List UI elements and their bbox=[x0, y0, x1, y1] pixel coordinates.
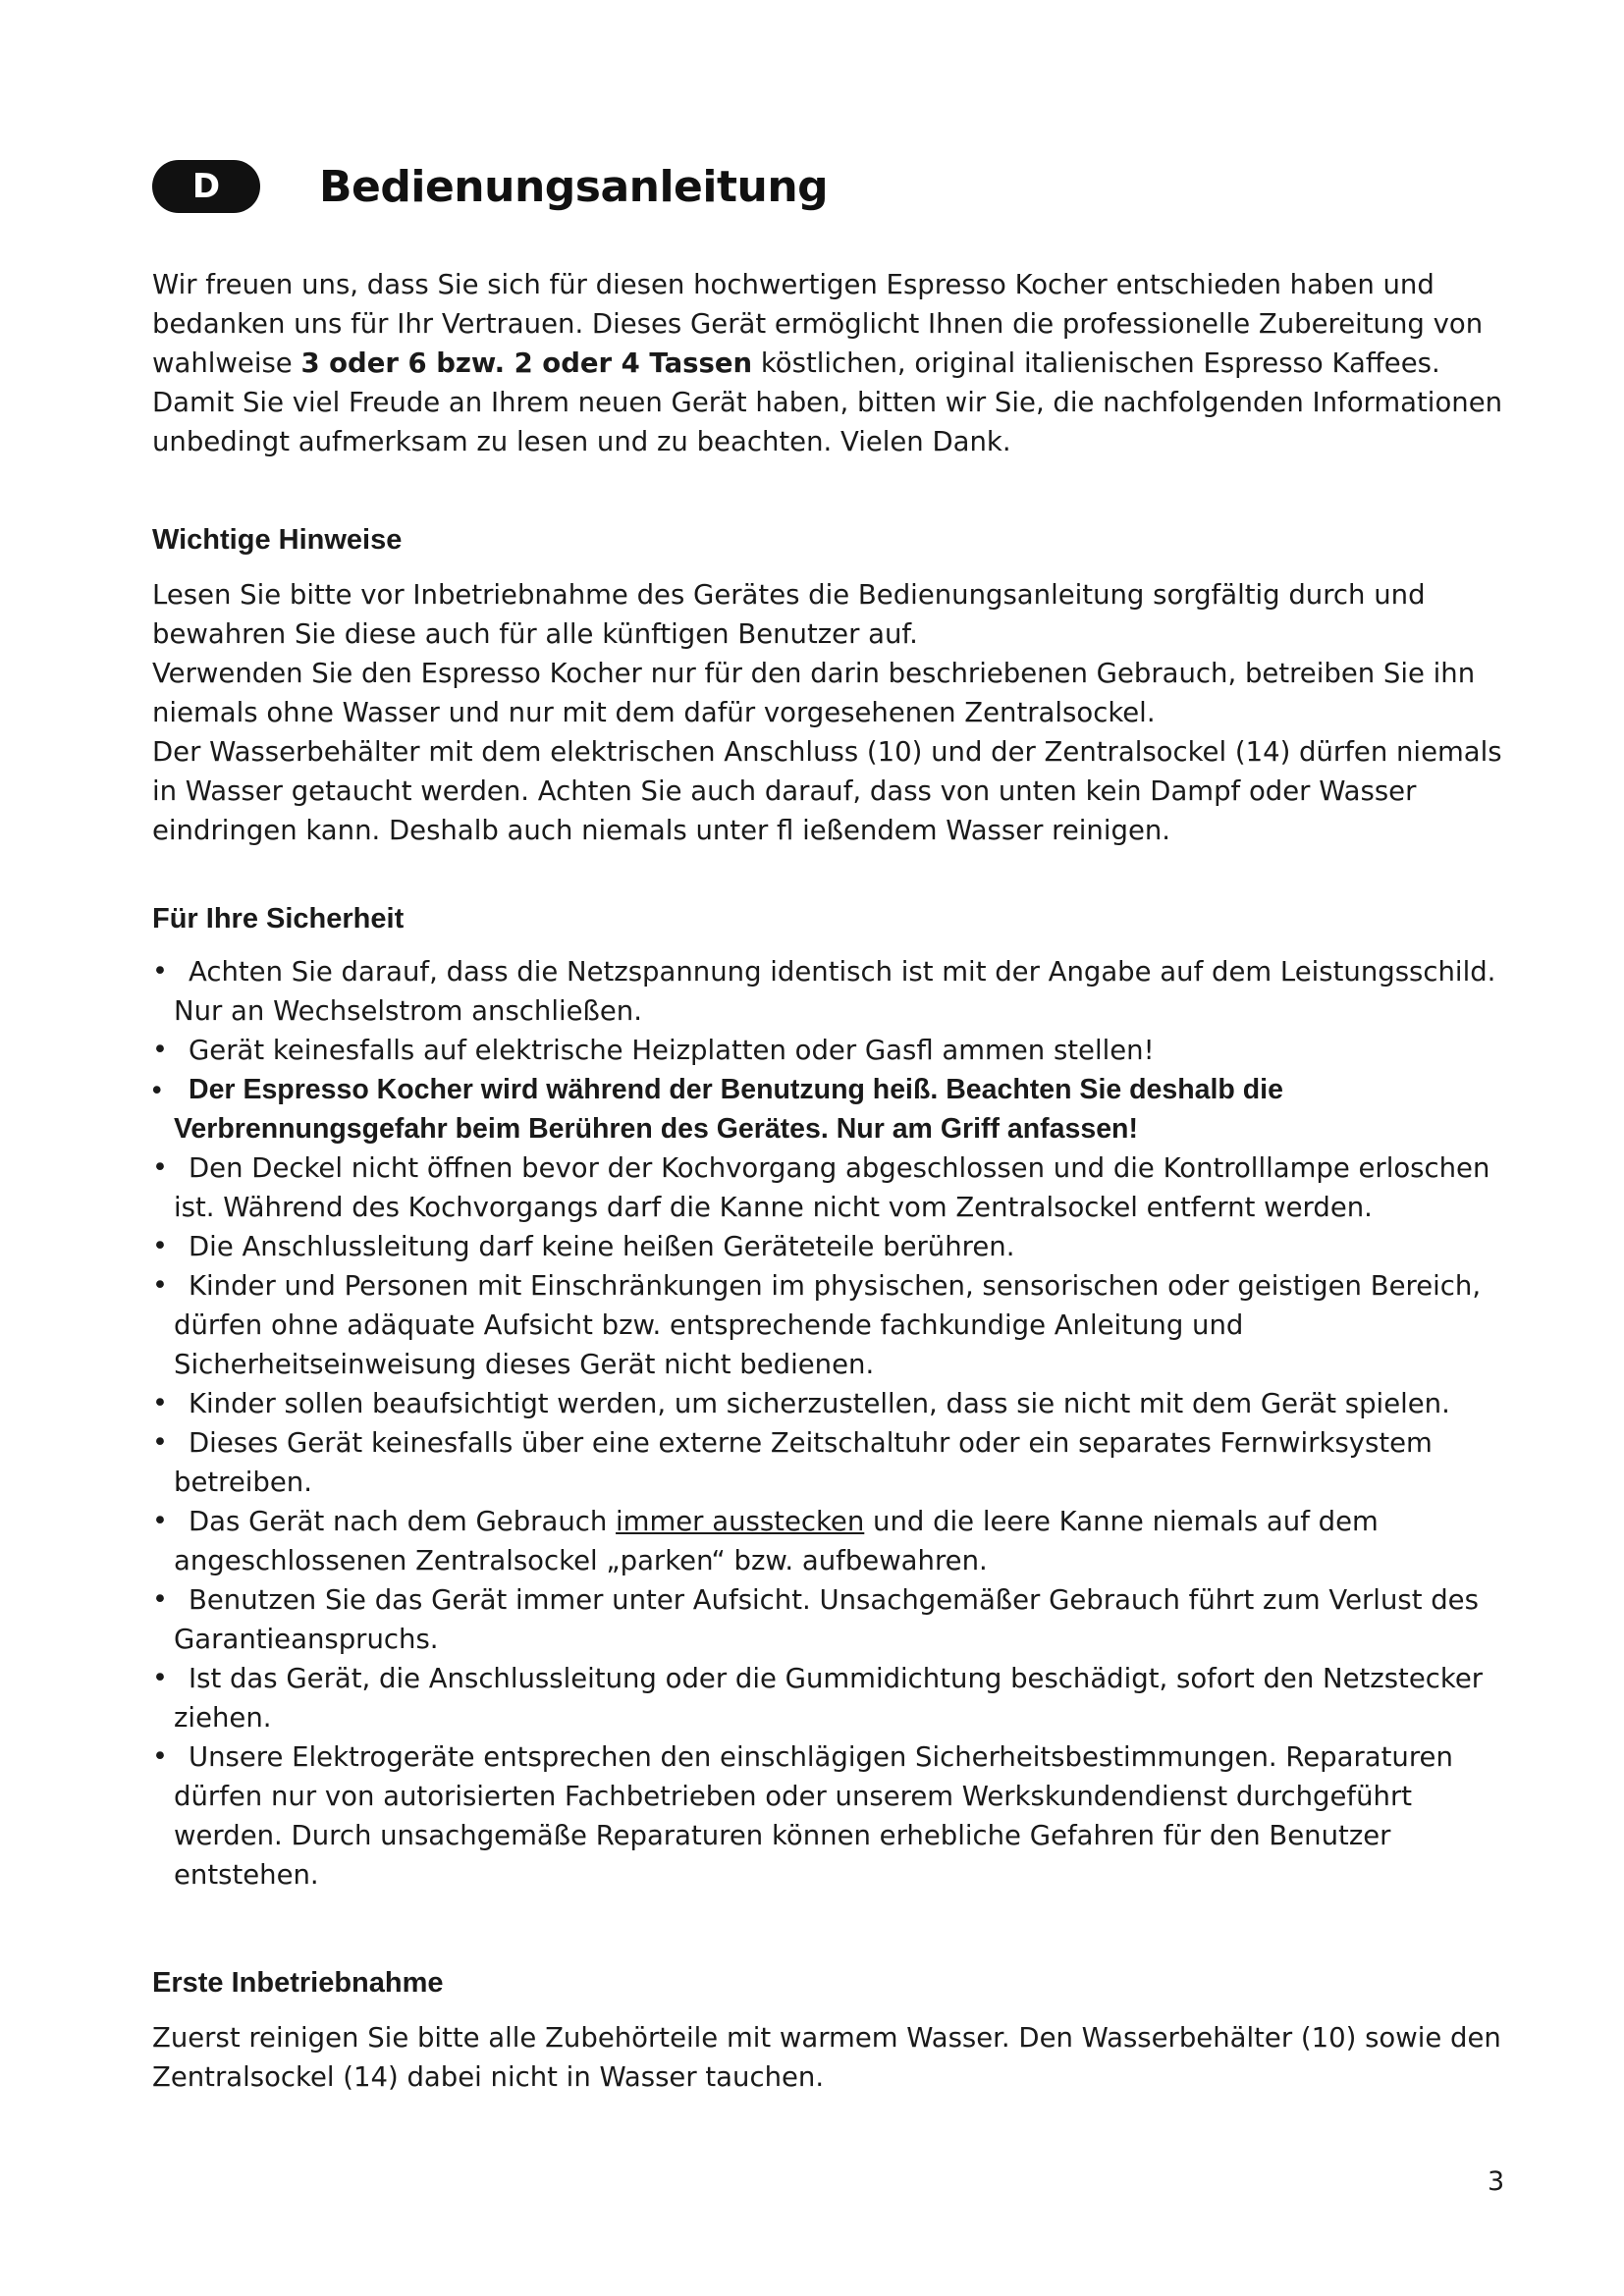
list-item-text-end: und die leere Kanne niemals auf dem angeschlossenen Zentralsockel „parken“ bzw. aufbewahren. bbox=[174, 1506, 1379, 1576]
safety-list bbox=[152, 952, 1512, 1895]
intro-text-end: köstlichen, original italienischen Espresso Kaffees. bbox=[752, 347, 1440, 379]
list-item-text: Das Gerät nach dem Gebrauch bbox=[189, 1506, 617, 1537]
language-badge: D bbox=[152, 160, 260, 213]
page-number: 3 bbox=[1488, 2166, 1505, 2197]
list-item: • Kinder sollen beaufsichtigt werden, um sicherzustellen, dass sie nicht mit dem Gerät spielen. bbox=[152, 1384, 1512, 1423]
section-heading: Wichtige Hinweise bbox=[152, 524, 403, 556]
list-item: • Dieses Gerät keinesfalls über eine externe Zeitschaltuhr oder ein separates Fernwirksystem betreiben. bbox=[152, 1423, 1512, 1502]
list-item bbox=[152, 1502, 1512, 1580]
list-item: • Ist das Gerät, die Anschlussleitung oder die Gummidichtung beschädigt, sofort den Netzstecker ziehen. bbox=[152, 1659, 1512, 1737]
section-heading: Erste Inbetriebnahme bbox=[152, 1967, 444, 1999]
intro-section bbox=[152, 265, 1512, 461]
page-title: Bedienungsanleitung bbox=[319, 161, 829, 212]
list-item: • Achten Sie darauf, dass die Netzspannung identisch ist mit der Angabe auf dem Leistungsschild. Nur an Wechselstrom anschließen. bbox=[152, 952, 1512, 1031]
paragraph: Der Wasserbehälter mit dem elektrischen Anschluss (10) und der Zentralsockel (14) dürfen niemals in Wasser getaucht werden. Achten Sie auch darauf, dass von unten kein Dampf oder Wasser eindringen kann. Deshalb auch niemals unter fl ießendem Wasser reinigen. bbox=[152, 736, 1502, 846]
intro-paragraph bbox=[152, 265, 1512, 383]
section-wichtige-hinweise bbox=[152, 520, 1512, 850]
section-fuer-ihre-sicherheit bbox=[152, 899, 1512, 1895]
list-item: • Benutzen Sie das Gerät immer unter Aufsicht. Unsachgemäßer Gebrauch führt zum Verlust des Garantieanspruchs. bbox=[152, 1580, 1512, 1659]
paragraph: Lesen Sie bitte vor Inbetriebnahme des Gerätes die Bedienungsanleitung sorgfältig durch und bewahren Sie diese auch für alle künftigen Benutzer auf. bbox=[152, 579, 1426, 650]
section-erste-inbetriebnahme bbox=[152, 1963, 1512, 2097]
intro-cups-bold: 3 oder 6 bzw. 2 oder 4 Tassen bbox=[300, 347, 753, 379]
intro-paragraph-2: Damit Sie viel Freude an Ihrem neuen Gerät haben, bitten wir Sie, die nachfolgenden Informationen unbedingt aufmerksam zu lesen und zu beachten. Vielen Dank. bbox=[152, 387, 1503, 457]
list-item: • Unsere Elektrogeräte entsprechen den einschlägigen Sicherheitsbestimmungen. Reparaturen dürfen nur von autorisierten Fachbetrieben oder unserem Werkskundendienst durchgeführt werden. Durch unsachgemäße Reparaturen können erhebliche Gefahren für den Benutzer entstehen. bbox=[152, 1737, 1512, 1895]
underlined-text: immer ausstecken bbox=[616, 1506, 865, 1537]
manual-page bbox=[152, 157, 1512, 2097]
list-item: • Die Anschlussleitung darf keine heißen Geräteteile berühren. bbox=[152, 1227, 1512, 1266]
header bbox=[152, 157, 1512, 216]
paragraph: Zuerst reinigen Sie bitte alle Zubehörteile mit warmem Wasser. Den Wasserbehälter (10) sowie den Zentralsockel (14) dabei nicht in Wasser tauchen. bbox=[152, 2022, 1501, 2093]
section-heading: Für Ihre Sicherheit bbox=[152, 903, 405, 934]
intro-text: Wir freuen uns, dass Sie sich für diesen hochwertigen Espresso Kocher entschieden haben und bedanken uns für Ihr Vertrauen. Dieses Gerät ermöglicht Ihnen die professionelle Zubereitung von wahlweise bbox=[152, 269, 1484, 379]
list-item: • Den Deckel nicht öffnen bevor der Kochvorgang abgeschlossen und die Kontrolllampe erloschen ist. Während des Kochvorgangs darf die Kanne nicht vom Zentralsockel entfernt werden. bbox=[152, 1148, 1512, 1227]
paragraph: Verwenden Sie den Espresso Kocher nur für den darin beschriebenen Gebrauch, betreiben Sie ihn niemals ohne Wasser und nur mit dem dafür vorgesehenen Zentralsockel. bbox=[152, 658, 1476, 728]
list-item: • Gerät keinesfalls auf elektrische Heizplatten oder Gasfl ammen stellen! bbox=[152, 1031, 1512, 1070]
list-item-warning: • Der Espresso Kocher wird während der Benutzung heiß. Beachten Sie deshalb die Verbrennungsgefahr beim Berühren des Gerätes. Nur am Griff anfassen! bbox=[152, 1070, 1512, 1148]
list-item: • Kinder und Personen mit Einschränkungen im physischen, sensorischen oder geistigen Bereich, dürfen ohne adäquate Aufsicht bzw. entsprechende fachkundige Anleitung und Sicherheitseinweisung dieses Gerät nicht bedienen. bbox=[152, 1266, 1512, 1384]
